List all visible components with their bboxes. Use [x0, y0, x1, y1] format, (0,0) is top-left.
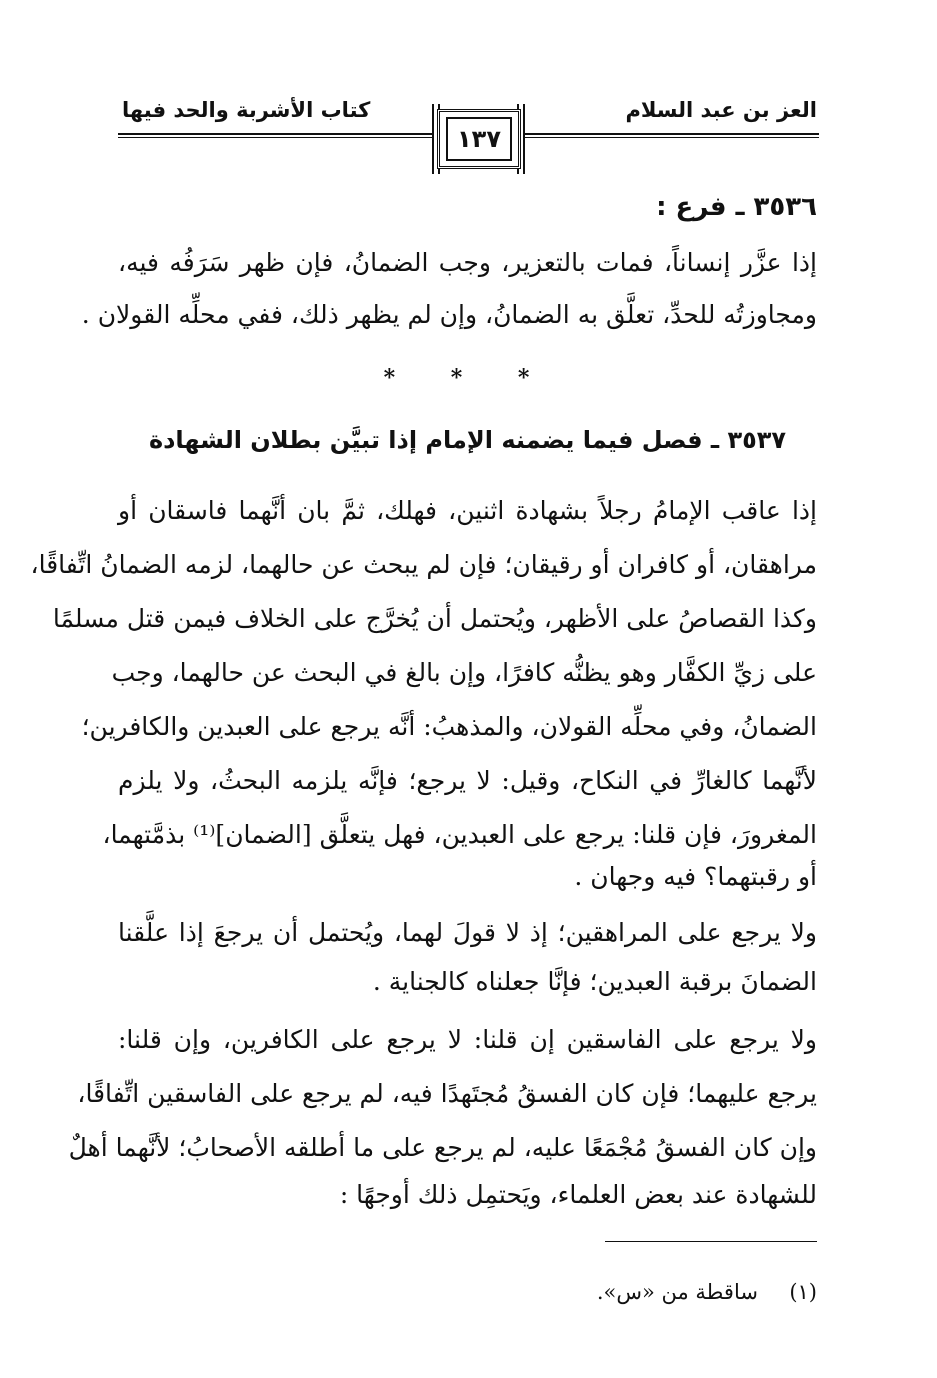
header-book-section: كتاب الأشربة والحد فيها: [122, 98, 371, 122]
section-heading-3536: ٣٥٣٦ ـ فرع :: [656, 192, 817, 222]
page-number: ١٣٧: [446, 117, 512, 161]
text-line: الضمانَ برقبة العبدين؛ فإنَّا جعلناه كالجناية .: [372, 967, 817, 996]
text-line: الضمانُ، وفي محلِّه القولان، والمذهبُ: أنَّه يرجع على العبدين والكافرين؛: [81, 712, 817, 741]
page-number-frame: [437, 109, 521, 169]
text-line: مراهقان، أو كافران أو رقيقان؛ فإن لم يبحث عن حالهما، لزمه الضمانُ اتِّفاقًا،: [30, 550, 817, 579]
footnote: [118, 1272, 817, 1312]
text-line: وإن كان الفسقُ مُجْمَعًا عليه، لم يرجع على ما أطلقه الأصحابُ؛ لأنَّهما أهلٌ: [68, 1133, 817, 1162]
text-line: يرجع عليهما؛ فإن كان الفسقُ مُجتَهدًا فيه، لم يرجع على الفاسقين اتِّفاقًا،: [77, 1079, 817, 1108]
section-heading-3537: ٣٥٣٧ ـ فصل فيما يضمنه الإمام إذا تبيَّن بطلان الشهادة: [148, 426, 787, 454]
footnote-marker: (١): [789, 1280, 817, 1304]
text-line: ولا يرجع على المراهقين؛ إذ لا قولَ لهما، ويُحتمل أن يرجعَ إذا علَّقنا: [118, 918, 817, 947]
text-line: إذا عاقب الإمامُ رجلاً بشهادة اثنين، فهلك، ثمَّ بان أنَّهما فاسقان أو: [118, 496, 817, 525]
text-line: إذا عزَّر إنساناً، فمات بالتعزير، وجب الضمانُ، فإن ظهر سَرَفُه فيه،: [118, 248, 817, 277]
text-line: أو رقبتهما؟ فيه وجهان .: [574, 862, 817, 891]
text-line: المغرورَ، فإن قلنا: يرجع على العبدين، فهل يتعلَّق [الضمان]⁽¹⁾ بذمَّتهما،: [102, 820, 817, 849]
footnote-text: ساقطة من «س».: [596, 1280, 758, 1304]
text-line: لأنَّهما كالغارِّ في النكاح، وقيل: لا يرجع؛ فإنَّه يلزمه البحثُ، ولا يلزم: [118, 766, 817, 795]
text-line: ولا يرجع على الفاسقين إن قلنا: لا يرجع على الكافرين، وإن قلنا:: [118, 1025, 817, 1054]
section-separator: * * *: [383, 365, 554, 391]
text-line: ومجاوزتُه للحدِّ، تعلَّق به الضمانُ، وإن لم يظهر ذلك، ففي محلِّه القولان .: [81, 300, 817, 329]
text-line: للشهادة عند بعض العلماء، ويَحتمِل ذلك أوجهًا :: [339, 1180, 817, 1209]
text-line: وكذا القصاصُ على الأظهر، ويُحتمل أن يُخرَّج على الخلاف فيمن قتل مسلمًا: [52, 604, 817, 633]
header-author: العز بن عبد السلام: [625, 98, 817, 122]
footnote-rule: [605, 1241, 817, 1242]
text-line: على زيِّ الكفَّار وهو يظنُّه كافرًا، وإن بالغ في البحث عن حالهما، وجب: [111, 658, 817, 687]
